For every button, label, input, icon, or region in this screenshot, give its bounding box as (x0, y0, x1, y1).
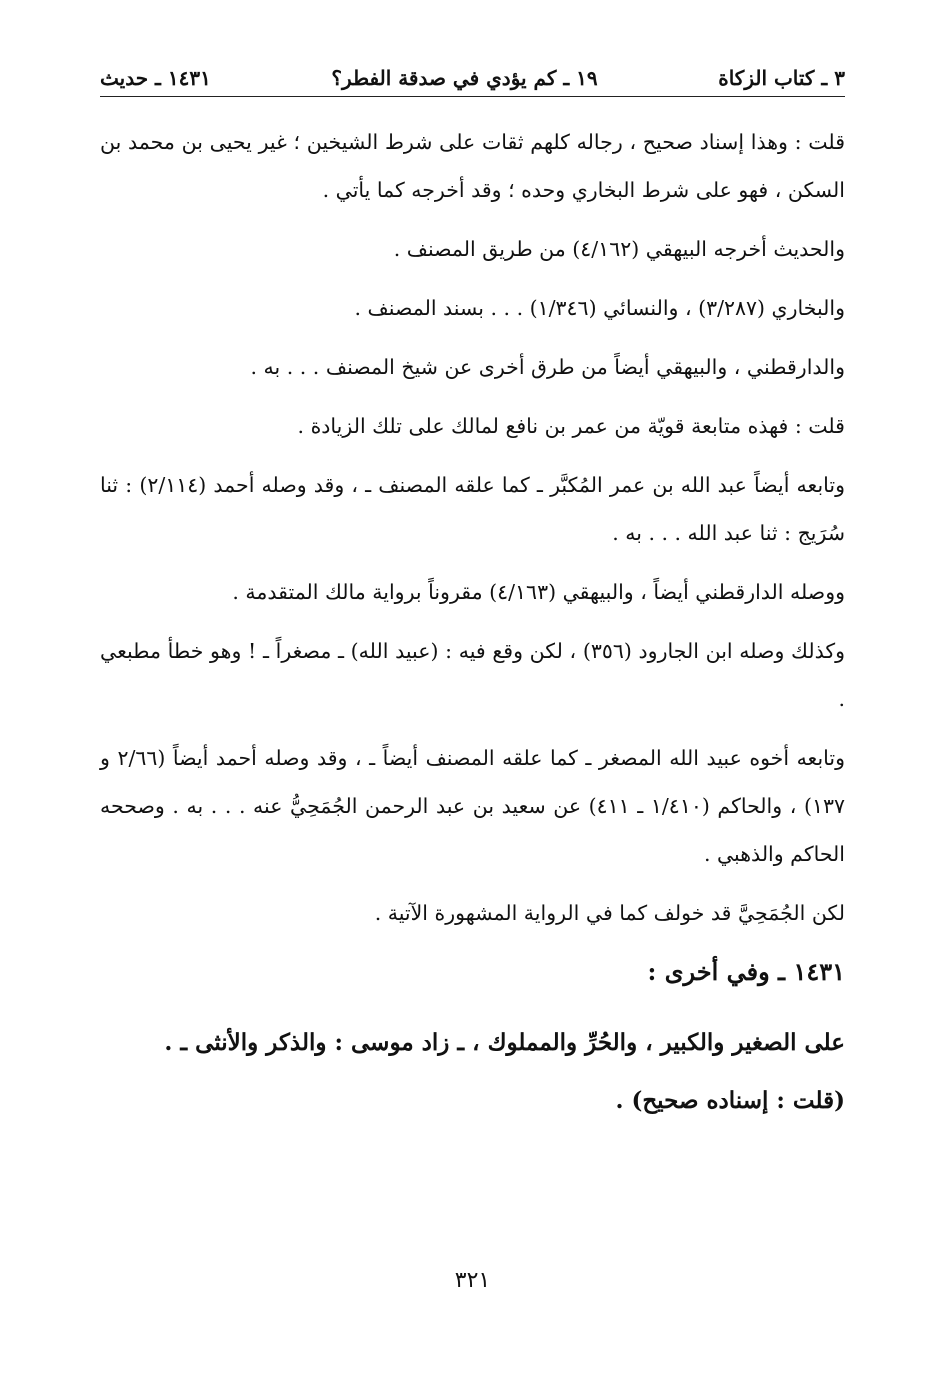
paragraph-jumahi: لكن الجُمَحِيَّ قد خولف كما في الرواية المشهورة الآتية . (374, 901, 845, 925)
header-chapter: ٣ ـ كتاب الزكاة (718, 66, 845, 90)
page-number: ٣٢١ (454, 1268, 491, 1293)
page-body (100, 118, 845, 1130)
hadith-text: على الصغير والكبير ، والحُرِّ والمملوك ، ـ زاد موسى : والذكر والأنثى ـ . (164, 1029, 845, 1056)
paragraph-daraqutni: والدارقطني ، والبيهقي أيضاً من طرق أخرى عن شيخ المصنف . . . به . (250, 355, 845, 379)
running-header (100, 60, 845, 97)
document-page (100, 0, 845, 1373)
paragraph-abdullah-mukabbar: وتابعه أيضاً عبد الله بن عمر المُكبَّر ـ كما علقه المصنف ـ ، وقد وصله أحمد (٢/١١٤) : ثنا سُرَيج : ثنا عبد الله . . . به . (100, 473, 845, 545)
paragraph-ubaydullah: وتابعه أخوه عبيد الله المصغر ـ كما علقه المصنف أيضاً ـ ، وقد وصله أحمد أيضاً (٢/٦٦ و ١٣٧) ، والحاكم (١/٤١٠ ـ ٤١١) عن سعيد بن عبد الرحمن الجُمَحِيُّ عنه . . . به . وصححه الحاكم والذهبي . (100, 746, 846, 866)
header-section: ١٩ ـ كم يؤدي في صدقة الفطر؟ (331, 66, 598, 90)
hadith-heading: ١٤٣١ ـ وفي أخرى : (647, 957, 845, 986)
paragraph-bayhaqi: والحديث أخرجه البيهقي (٤/١٦٢) من طريق المصنف . (393, 237, 845, 261)
paragraph-bukhari-nasai: والبخاري (٣/٢٨٧) ، والنسائي (١/٣٤٦) . . . بسند المصنف . (354, 296, 845, 320)
header-hadith-number: ١٤٣١ ـ حديث (100, 66, 211, 90)
paragraph-ibn-jarud: وكذلك وصله ابن الجارود (٣٥٦) ، لكن وقع فيه : (عبيد الله) ـ مصغراً ـ ! وهو خطأ مطبعي . (100, 639, 845, 711)
paragraph-mutabaa: قلت : فهذه متابعة قويّة من عمر بن نافع لمالك على تلك الزيادة . (297, 414, 845, 438)
paragraph-daraqutni-bayhaqi: ووصله الدارقطني أيضاً ، والبيهقي (٤/١٦٣) مقروناً برواية مالك المتقدمة . (232, 580, 845, 604)
paragraph-isnad-note: قلت : وهذا إسناد صحيح ، رجاله كلهم ثقات على شرط الشيخين ؛ غير يحيى بن محمد بن السكن ، فهو على شرط البخاري وحده ؛ وقد أخرجه كما يأتي . (100, 130, 845, 202)
hadith-grading: (قلت : إسناده صحيح) . (615, 1087, 845, 1114)
